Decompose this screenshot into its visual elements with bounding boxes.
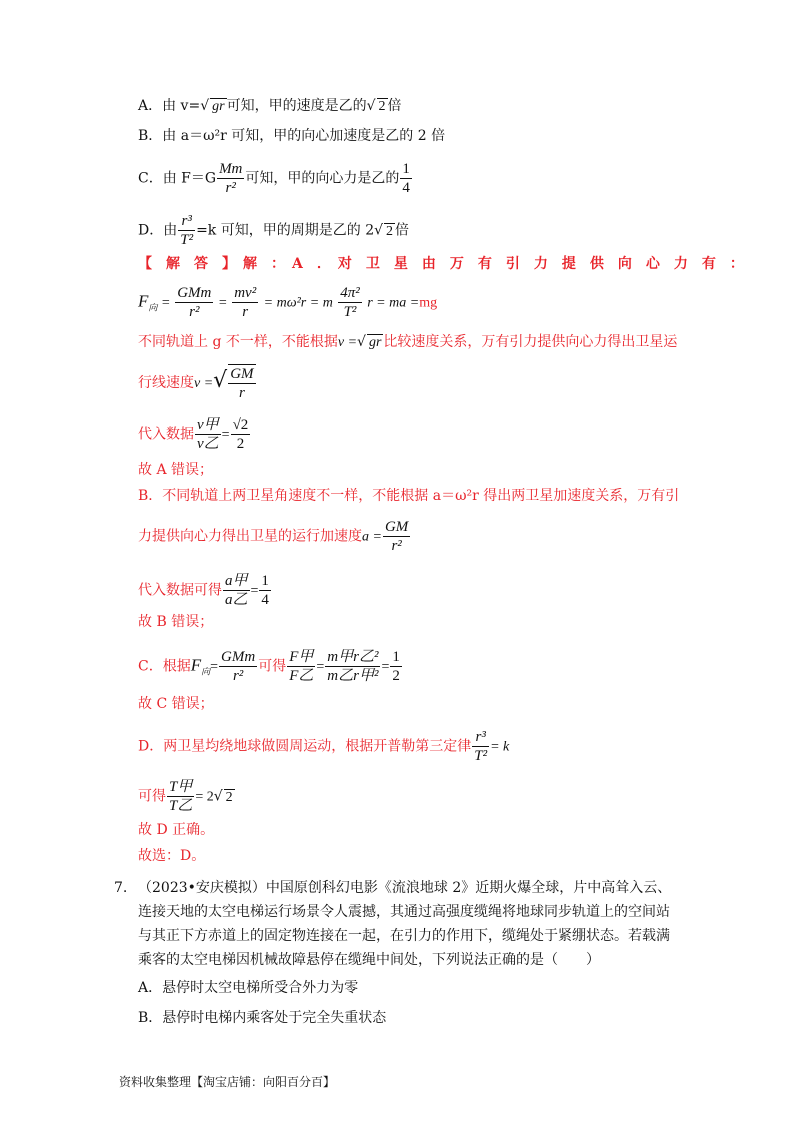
c2-frac: $\frac{\text{F甲}}{\text{F乙}}$ xyxy=(289,649,314,684)
page-footer: 资料收集整理【淘宝店铺：向阳百分百】 xyxy=(119,1075,336,1089)
a3-result: $\frac{√2}{2}$ xyxy=(232,417,249,452)
option-a: A．由 v=√ gr 可知，甲的速度是乙的√ 2 倍 xyxy=(138,98,402,114)
option-a-radicand-2: 2 xyxy=(378,99,386,114)
b3-result: $\frac{1}{4}$ xyxy=(261,573,269,608)
formula-frac-1: $\frac{\text{GMm}}{\text{r²}}$ xyxy=(177,285,212,320)
d2-frac: $\frac{\text{T甲}}{\text{T乙}}$ xyxy=(169,779,193,814)
option-c-prefix: C．由 F＝G xyxy=(138,170,217,187)
answer-b-line1: B．不同轨道上两卫星角速度不一样，不能根据 a＝ω²r 得出两卫星加速度关系，万有引 xyxy=(138,488,680,504)
option-d-fraction: $\frac{\text{r³}}{\text{T²}}$ xyxy=(180,213,194,248)
option-c-fraction: $\frac{Mm}{\text{r²}}$ xyxy=(219,161,243,196)
answer-choice: 故选：D。 xyxy=(138,848,206,864)
question-option-a: A．悬停时太空电梯所受合外力为零 xyxy=(138,980,359,996)
answer-a-wrong: 故 A 错误； xyxy=(138,462,214,478)
option-d: D．由 $\frac{\text{r³}}{\text{T²}}$ =k 可知，甲的周期是乙的 2√ 2 倍 xyxy=(138,213,410,248)
option-d-mid: =k 可知，甲的周期是乙的 2 xyxy=(196,222,375,239)
option-a-mid: 可知，甲的速度是乙的 xyxy=(226,98,367,114)
answer-d-line2: 可得 $\frac{\text{T甲}}{\text{T乙}}$ = 2√ 2 xyxy=(138,779,233,814)
answer-c-line: C．根据$F_向=$ $\frac{\text{GMm}}{\text{r²}}$ 可得 $\frac{\text{F甲}}{\text{F乙}}$ = $\frac{\text{m甲r乙²}}{\text{m乙r甲²}}$ = $\frac{1}{2}$ xyxy=(138,649,400,684)
d-frac: $\frac{\text{r³}}{\text{T²}}$ xyxy=(474,729,488,764)
answer-a-line2: 行线速度v =√ $\frac{GM}{r}$ xyxy=(138,366,254,401)
answer-b-line3: 代入数据可得 $\frac{\text{a甲}}{\text{a乙}}$ = $\frac{1}{4}$ xyxy=(138,573,269,608)
option-d-prefix: D．由 xyxy=(138,222,178,239)
c3-result: $\frac{1}{2}$ xyxy=(392,649,400,684)
option-b: B．由 a＝ω²r 可知，甲的向心加速度是乙的 2 倍 xyxy=(138,128,446,144)
answer-b-wrong: 故 B 错误； xyxy=(138,614,214,630)
answer-header: 【 解 答 】 解 ： A ． 对 卫 星 由 万 有 引 力 提 供 向 心 力 有 ： xyxy=(138,256,744,272)
option-c-result-fraction: $\frac{1}{4}$ xyxy=(402,161,410,196)
question-number: 7. xyxy=(114,880,128,896)
answer-d-line: D．两卫星均绕地球做圆周运动，根据开普勒第三定律 $\frac{\text{r³}}{\text{T²}}$ = k xyxy=(138,729,510,764)
option-c-mid: 可知，甲的向心力是乙的 xyxy=(245,170,400,187)
b3-frac: $\frac{\text{a甲}}{\text{a乙}}$ xyxy=(225,573,248,608)
option-d-post: 倍 xyxy=(395,222,410,239)
c3-frac: $\frac{\text{m甲r乙²}}{\text{m乙r甲²}}$ xyxy=(327,649,379,684)
option-a-prefix: A．由 v= xyxy=(138,98,201,114)
a3-frac: $\frac{\text{v甲}}{\text{v乙}}$ xyxy=(197,417,219,452)
answer-d-right: 故 D 正确。 xyxy=(138,822,215,838)
question-option-b: B．悬停时电梯内乘客处于完全失重状态 xyxy=(138,1010,387,1026)
answer-c-wrong: 故 C 错误； xyxy=(138,696,214,712)
option-a-radicand: gr xyxy=(212,99,225,114)
option-c xyxy=(138,160,413,197)
answer-formula: $F_向$ = $\frac{\text{GMm}}{\text{r²}}$ = $\frac{\text{mv²}}{r}$ = mω²r = m $\frac{\text{4π²}}{\text{T²}}$ r = ma =mg xyxy=(138,285,438,320)
formula-frac-3: $\frac{\text{4π²}}{\text{T²}}$ xyxy=(340,285,360,320)
option-a-post: 倍 xyxy=(387,98,402,114)
b2-frac: $\frac{GM}{\text{r²}}$ xyxy=(384,519,409,554)
answer-a-line3: 代入数据 $\frac{\text{v甲}}{\text{v乙}}$ = $\frac{√2}{2}$ xyxy=(138,417,249,452)
a2-fraction: $\frac{GM}{r}$ xyxy=(230,366,254,401)
answer-b-line2: 力提供向心力得出卫星的运行加速度a = $\frac{GM}{\text{r²}}$ xyxy=(138,519,409,554)
answer-a-line1: 不同轨道上 g 不一样，不能根据v =√ gr 比较速度关系，万有引力提供向心力得出卫星运 xyxy=(138,334,678,350)
question-7 xyxy=(114,876,674,1030)
option-d-radicand: 2 xyxy=(386,223,394,239)
c-frac: $\frac{\text{GMm}}{\text{r²}}$ xyxy=(221,649,256,684)
question-text: （2023•安庆模拟）中国原创科幻电影《流浪地球 2》近期火爆全球，片中高耸入云、连接天地的太空电梯运行场景令人震撼，其通过高强度缆绳将地球同步轨道上的空间站与其正下方赤道上的固定物连接在一起，在引力的作用下，缆绳处于紧绷状态。若载满乘客的太空电梯因机械故障悬停在缆绳中间处，下列说法正确的是（ ） xyxy=(138,880,672,968)
formula-frac-2: $\frac{\text{mv²}}{r}$ xyxy=(234,285,257,320)
